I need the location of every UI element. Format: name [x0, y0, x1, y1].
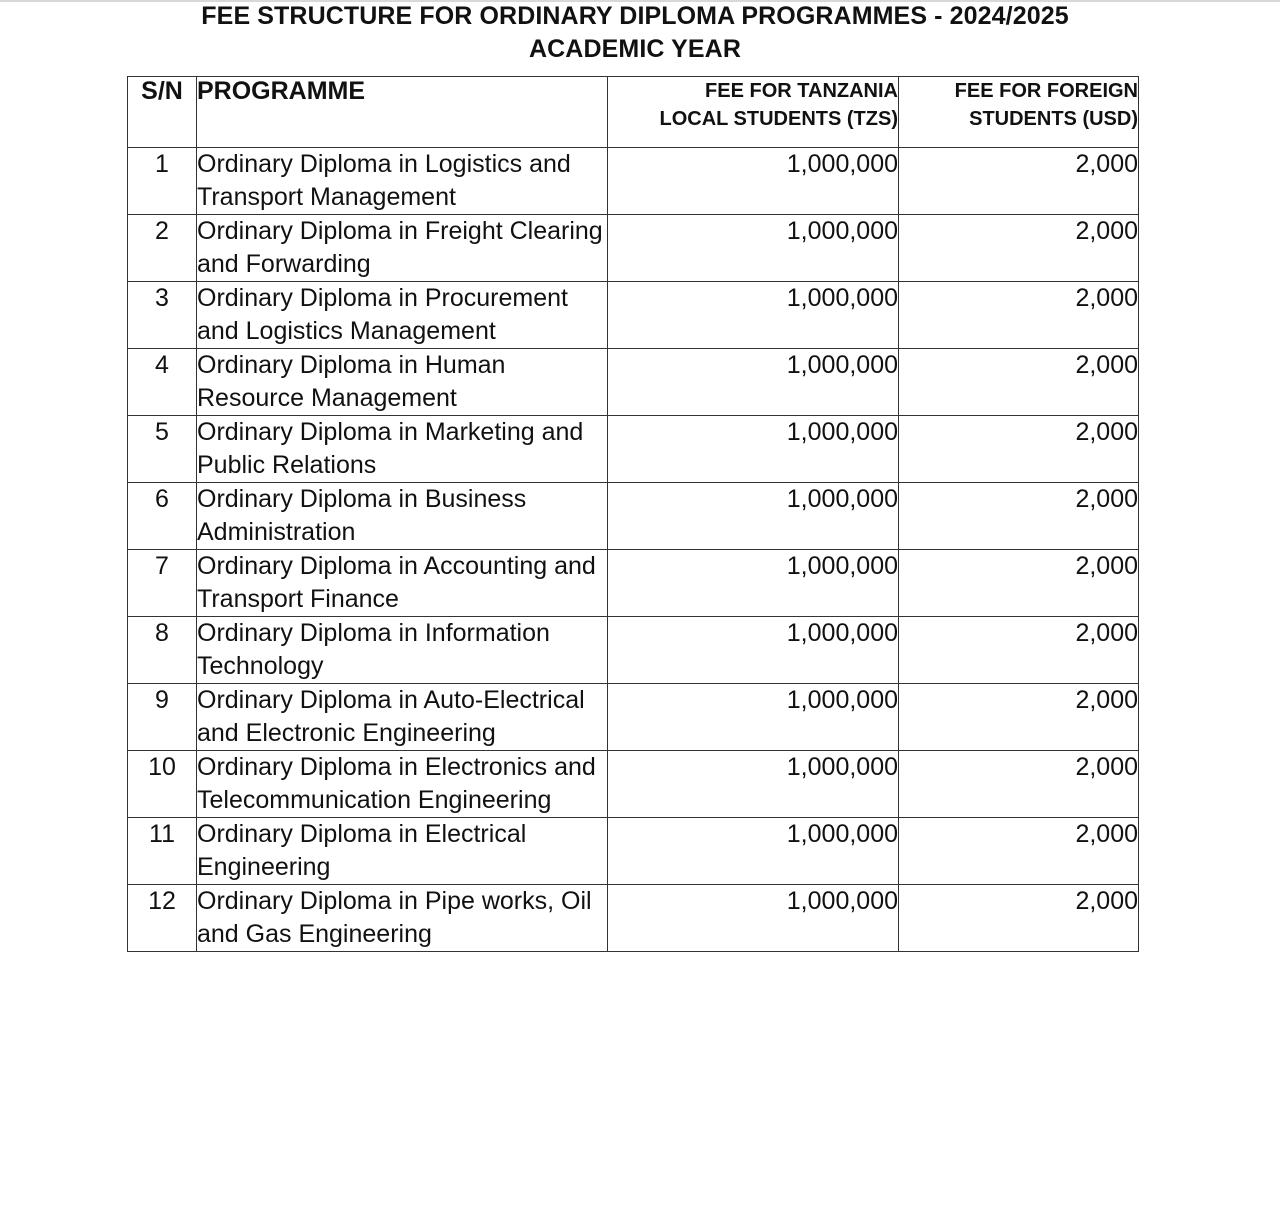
row-fee-local: 1,000,000	[608, 684, 899, 751]
row-sn: 4	[128, 349, 197, 416]
row-programme: Ordinary Diploma in Auto-Electrical and Electronic Engineering	[197, 684, 608, 751]
header-fee-local	[608, 77, 899, 148]
header-fee-foreign-line-1: FEE FOR FOREIGN	[954, 80, 1138, 102]
row-fee-local: 1,000,000	[608, 617, 899, 684]
row-sn: 6	[128, 483, 197, 550]
row-programme: Ordinary Diploma in Business Administration	[197, 483, 608, 550]
row-programme: Ordinary Diploma in Procurement and Logistics Management	[197, 282, 608, 349]
row-programme: Ordinary Diploma in Logistics and Transport Management	[197, 148, 608, 215]
row-sn: 12	[128, 885, 197, 952]
row-fee-foreign: 2,000	[899, 550, 1139, 617]
table-row	[128, 416, 1139, 483]
row-fee-foreign: 2,000	[899, 282, 1139, 349]
row-programme: Ordinary Diploma in Information Technology	[197, 617, 608, 684]
table-row	[128, 684, 1139, 751]
header-programme: PROGRAMME	[197, 77, 608, 148]
header-fee-foreign	[899, 77, 1139, 148]
table-header-row	[128, 77, 1139, 148]
row-fee-local: 1,000,000	[608, 215, 899, 282]
row-programme: Ordinary Diploma in Electrical Engineering	[197, 818, 608, 885]
row-sn: 2	[128, 215, 197, 282]
fee-table	[127, 76, 1139, 952]
row-sn: 11	[128, 818, 197, 885]
row-sn: 10	[128, 751, 197, 818]
row-sn: 8	[128, 617, 197, 684]
row-sn: 5	[128, 416, 197, 483]
row-fee-foreign: 2,000	[899, 885, 1139, 952]
row-fee-local: 1,000,000	[608, 550, 899, 617]
row-fee-foreign: 2,000	[899, 483, 1139, 550]
row-programme: Ordinary Diploma in Pipe works, Oil and Gas Engineering	[197, 885, 608, 952]
document-title	[0, 0, 1270, 66]
row-fee-foreign: 2,000	[899, 148, 1139, 215]
table-row	[128, 483, 1139, 550]
header-fee-local-line-2: LOCAL STUDENTS (TZS)	[659, 108, 898, 130]
row-fee-local: 1,000,000	[608, 818, 899, 885]
header-fee-local-line-1: FEE FOR TANZANIA	[705, 80, 898, 102]
row-sn: 1	[128, 148, 197, 215]
row-programme: Ordinary Diploma in Human Resource Management	[197, 349, 608, 416]
row-sn: 3	[128, 282, 197, 349]
table-row	[128, 751, 1139, 818]
header-sn: S/N	[128, 77, 197, 148]
table-row	[128, 148, 1139, 215]
row-sn: 9	[128, 684, 197, 751]
table-row	[128, 818, 1139, 885]
title-line-1: FEE STRUCTURE FOR ORDINARY DIPLOMA PROGRAMMES - 2024/2025	[201, 2, 1069, 30]
table-row	[128, 282, 1139, 349]
table-row	[128, 215, 1139, 282]
table-row	[128, 885, 1139, 952]
row-fee-local: 1,000,000	[608, 148, 899, 215]
row-programme: Ordinary Diploma in Marketing and Public Relations	[197, 416, 608, 483]
row-fee-foreign: 2,000	[899, 617, 1139, 684]
row-fee-local: 1,000,000	[608, 483, 899, 550]
row-fee-local: 1,000,000	[608, 416, 899, 483]
row-sn: 7	[128, 550, 197, 617]
row-fee-local: 1,000,000	[608, 349, 899, 416]
row-programme: Ordinary Diploma in Accounting and Transport Finance	[197, 550, 608, 617]
row-fee-foreign: 2,000	[899, 818, 1139, 885]
row-fee-local: 1,000,000	[608, 885, 899, 952]
row-fee-foreign: 2,000	[899, 349, 1139, 416]
row-fee-foreign: 2,000	[899, 416, 1139, 483]
table-row	[128, 617, 1139, 684]
table-row	[128, 349, 1139, 416]
row-fee-foreign: 2,000	[899, 684, 1139, 751]
table-row	[128, 550, 1139, 617]
header-fee-foreign-line-2: STUDENTS (USD)	[969, 108, 1138, 130]
row-fee-local: 1,000,000	[608, 751, 899, 818]
row-fee-foreign: 2,000	[899, 751, 1139, 818]
row-programme: Ordinary Diploma in Electronics and Telecommunication Engineering	[197, 751, 608, 818]
row-fee-foreign: 2,000	[899, 215, 1139, 282]
row-fee-local: 1,000,000	[608, 282, 899, 349]
row-programme: Ordinary Diploma in Freight Clearing and Forwarding	[197, 215, 608, 282]
title-line-2: ACADEMIC YEAR	[529, 35, 741, 63]
